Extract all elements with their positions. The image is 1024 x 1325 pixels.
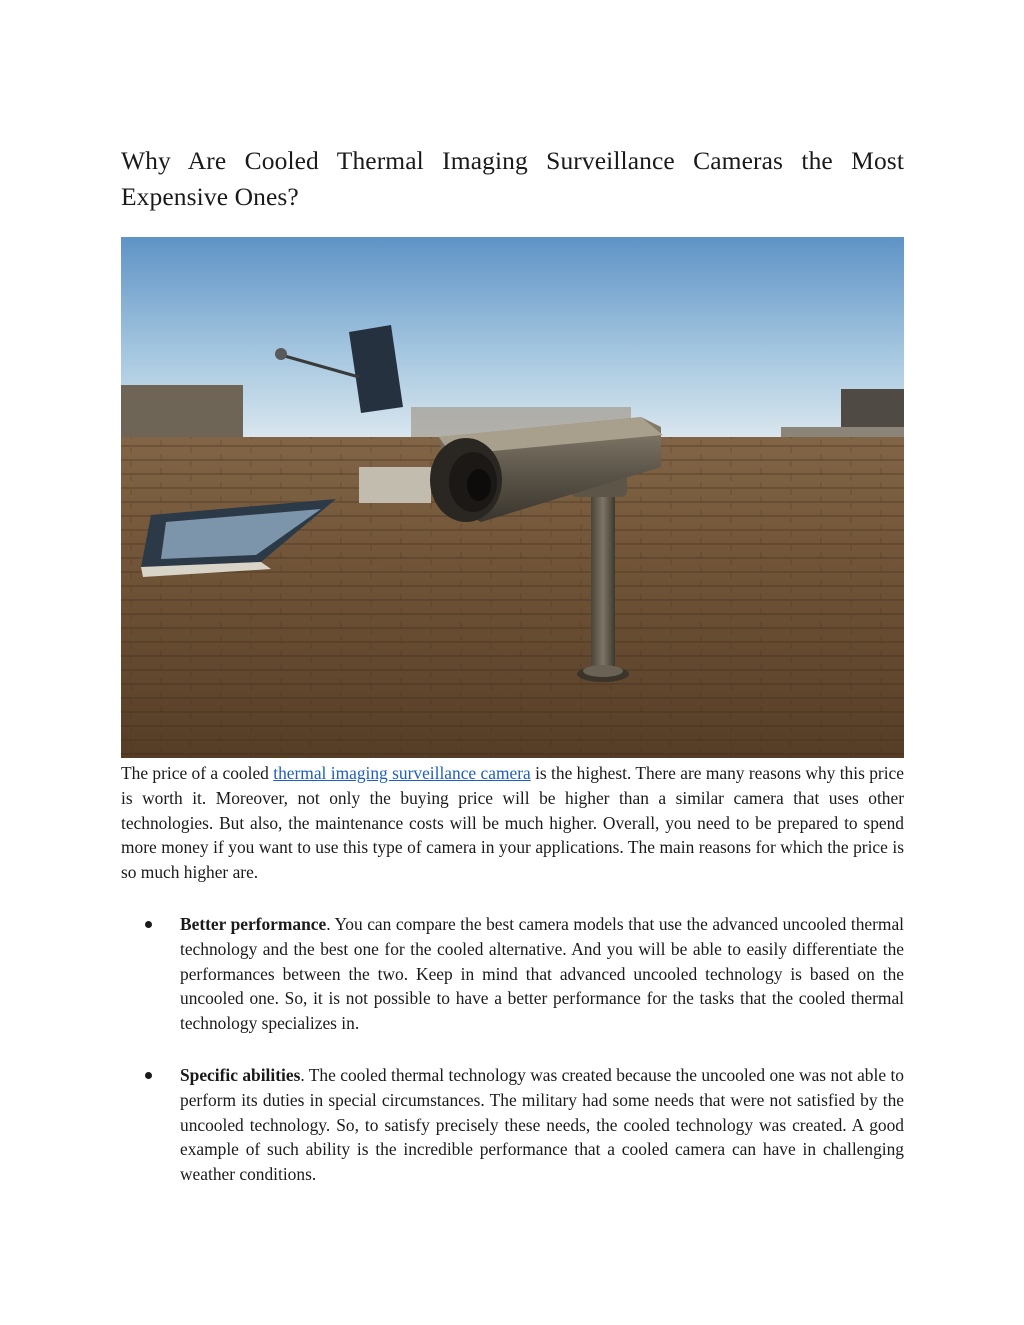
list-item-text [180, 1063, 904, 1187]
list-item-body: . The cooled thermal technology was created because the uncooled one was not able to perform its duties in special circumstances. The military had some needs that were not satisfied by the uncooled technology. So, to satisfy precisely these needs, the cooled technology was created. A good example of such ability is the incredible performance that a cooled camera can have in challenging weather conditions. [180, 1065, 904, 1185]
bullet-icon [145, 1072, 152, 1079]
thermal-camera-link[interactable]: thermal imaging surveillance camera [273, 763, 531, 783]
list-item-text [180, 912, 904, 1036]
page-title: Why Are Cooled Thermal Imaging Surveillance Cameras the Most Expensive Ones? [121, 146, 904, 211]
list-item-heading: Better performance [180, 914, 327, 934]
list-item-heading: Specific abilities [180, 1065, 301, 1085]
list-item-body: . You can compare the best camera models that use the advanced uncooled thermal technology and the best one for the cooled alternative. And you will be able to easily differentiate the performances between the two. Keep in mind that advanced uncooled technology is based on the uncooled one. So, it is not possible to have a better performance for the tasks that the cooled thermal technology specializes in. [180, 914, 904, 1034]
intro-text-before-link: The price of a cooled [121, 763, 274, 783]
intro-text-after-link: is the highest. There are many reasons why this price is worth it. Moreover, not only the buying price will be higher than a similar camera that uses other technologies. But also, the maintenance costs will be much higher. Overall, you need to be prepared to spend more money if you want to use this type of camera in your applications. The main reasons for which the price is so much higher are. [121, 763, 904, 883]
intro-paragraph [121, 761, 904, 885]
surveillance-camera-photo [121, 237, 904, 758]
bullet-icon [145, 921, 152, 928]
